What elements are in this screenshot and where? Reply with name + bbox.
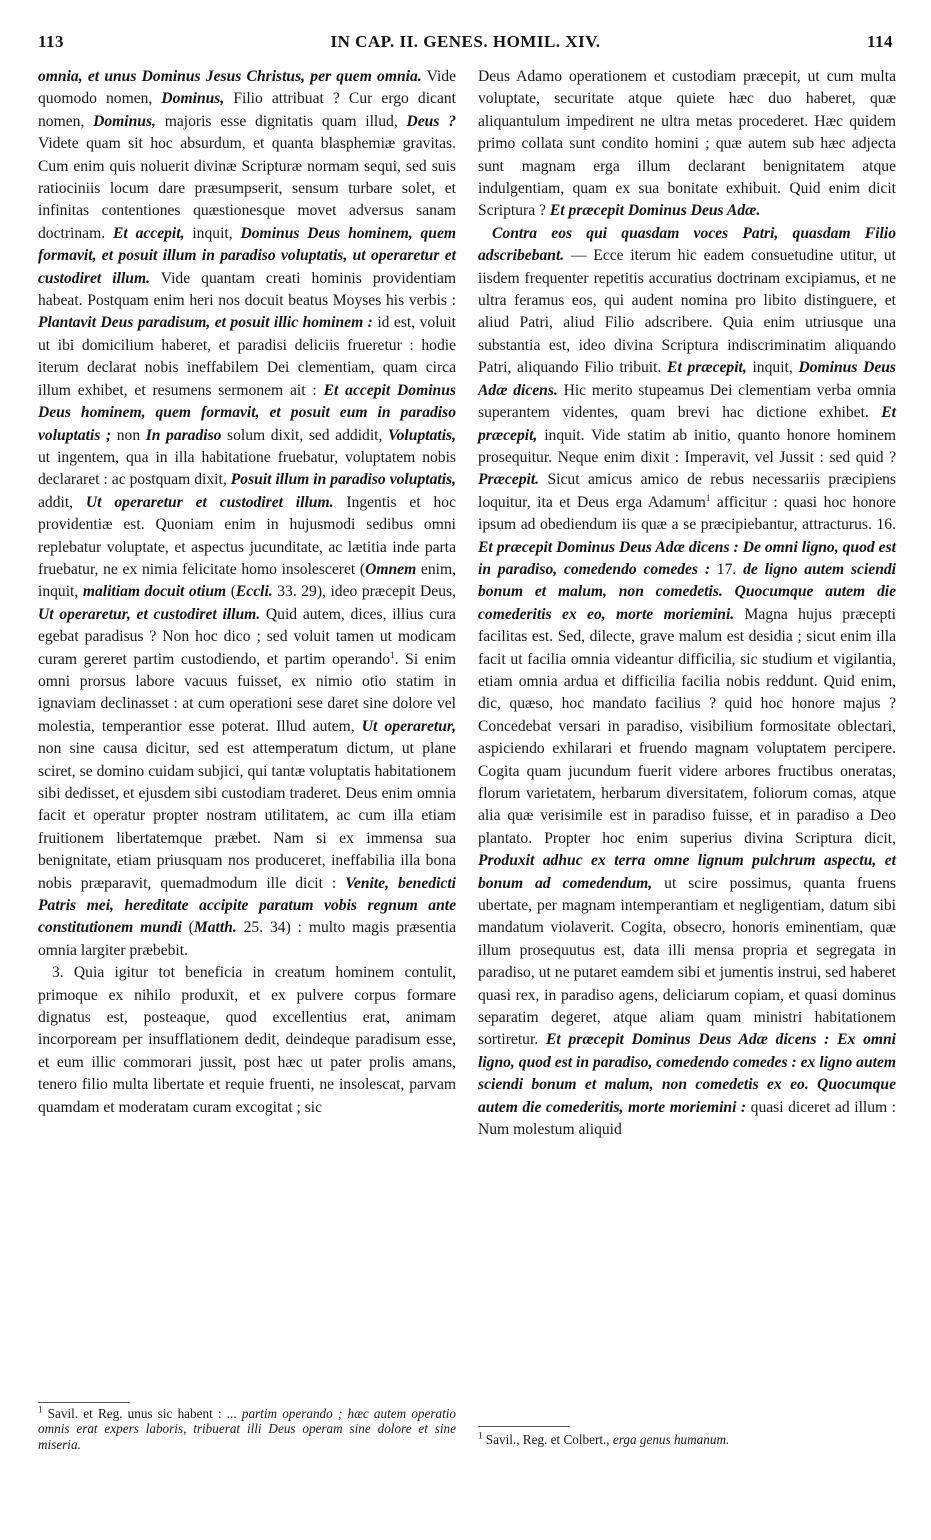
italic-text-run: Deus ?	[406, 112, 456, 130]
text-run: Savil. et Reg. unus sic habent : ...	[42, 1406, 242, 1421]
right-column	[478, 66, 896, 1142]
italic-text-run: Dominus,	[161, 90, 225, 108]
text-run: Quid autem, dices, illius cura egebat paradisus ? Non hoc dico ; sed voluit tamen ut modicam curam gereret partim custodiendo, et partim operando	[38, 605, 456, 668]
left-paragraph-2	[38, 962, 456, 1119]
left-column	[38, 66, 456, 1119]
text-run: afficitur : quasi hoc honore ipsum ad obediendum iis quæ a se præcipiebantur, attracturus. 16.	[478, 493, 896, 534]
right-paragraph-1	[478, 66, 896, 223]
text-run: Ingentis et hoc providentiæ est. Quoniam enim in hujusmodi sedibus omni replebatur voluptate, et aspectus jucunditate, ac lætitia inde parta fruebatur, ne ex nimia felicitate homo insolesceret (	[38, 493, 457, 578]
italic-text-run: Et præcepit Dominus Deus Adæ.	[549, 202, 761, 220]
italic-text-run: partim operando ; hæc autem operatio omnis erat expers laboris, tribuerat illi Deus operam sine dolore et sine miseria.	[38, 1406, 457, 1452]
right-footnote-rule	[478, 1426, 570, 1427]
text-run: ut scire possimus, quanta fruens ubertate, per magnam intemperantiam et negligentiam, datum sibi mandatum violaverit. Cogita, obsecro, honoris eminentiam, quæ illum prosequutus est, data illi mensa propria et segregata in paradiso, ut ne putaret eamdem sibi et jumentis instrui, sed haberet quasi rex, in paradiso agens, deliciarum copiam, et quasi dominus separatim degeret, atque aliam quam ministri habitationem sortiretur.	[478, 874, 896, 1049]
text-run: inquit,	[184, 224, 241, 242]
left-footnote	[38, 1406, 456, 1452]
italic-text-run: de ligno autem sciendi bonum et malum, non comedetis. Quocumque autem die comederitis ex eo, morte moriemini.	[478, 560, 896, 623]
footnote-marker: 1	[390, 649, 395, 660]
footnote-marker: 1	[478, 1430, 483, 1441]
text-run: Videte quam sit hoc absurdum, et quanta blasphemiæ gravitas. Cum enim quis noluerit divinæ Scripturæ normam sequi, sed suis ratiociniis locum dare præsumpserit, sensum turbare solet, et infinitas contentiones quæstionesque movet adversus sanam doctrinam.	[38, 135, 456, 242]
text-run: inquit. Vide statim ab initio, quanto honore hominem prosequitur. Neque enim dixit : Imperavit, vel Jussit : sed quid ?	[478, 426, 896, 466]
left-footnote-rule	[38, 1402, 130, 1403]
text-run: Sicut amicus amico de rebus necessariis præcipiens loquitur, ita et Deus erga Adamum	[478, 471, 896, 511]
text-run: 25. 34) : multo magis præsentia omnia largiter præbebit.	[38, 919, 456, 959]
running-title: IN CAP. II. GENES. HOMIL. XIV.	[330, 32, 601, 51]
italic-text-run: Plantavit Deus paradisum, et posuit illic hominem :	[38, 314, 373, 332]
italic-text-run: Posuit illum in paradiso voluptatis,	[230, 471, 456, 489]
italic-text-run: Et accepit,	[112, 224, 185, 242]
text-run: Magna hujus præcepti facilitas est. Sed, dilecte, grave malum est desidia ; sicut enim illa facit ut facilia omnia videantur difficilia, sic studium et vigilantia, etiam omnia ardua et difficilia facilia nobis reddunt. Quid enim, dic, quæso, hoc mandato facilius ? quid hoc honore majus ? Concedebat versari in paradiso, visibilium formositate oblectari, aspiciendo exhilarari et fruendo magnam voluptatem percipere. Cogita quam jucundum fuerit videre arbores fructibus oneratas, florum varietatem, herbarum diversitatem, foliorum comas, atque alia quæ verisimile est in paradiso fuisse, et in paradiso a Deo plantato. Propter hoc enim superius divina Scriptura dicit,	[478, 605, 896, 847]
text-run: solum dixit, sed addidit,	[221, 426, 388, 444]
italic-text-run: In paradiso	[145, 426, 222, 444]
text-run: id est, voluit ut ibi domicilium haberet, et paradisi deliciis frueretur : hodie iterum declarat nobis ineffabilem Dei clementiam, quam circa illum exhibet, et resumens sermonem ait :	[38, 314, 457, 399]
text-run: (	[181, 919, 194, 937]
footnote-marker: 1	[38, 1404, 43, 1415]
italic-text-run: Et præcepit Dominus Deus Adæ dicens : De omni ligno, quod est in paradiso, comedendo comedes :	[478, 538, 896, 578]
italic-text-run: malitiam docuit otium	[82, 583, 227, 601]
italic-text-run: Et præcepit,	[667, 359, 747, 377]
italic-text-run: Et præcepit,	[478, 404, 896, 444]
text-run: 3. Quia igitur tot beneficia in creatum hominem contulit, primoque ex nihilo produxit, et ex pulvere corpus formare dignatus est, posteaque, quod excellentius erat, animam incorpoream per insufflationem dedit, deindeque paradisum esse, et eum illic commorari jussit, post hæc ut pater prolis amans, tenero filio multa libertate et requie fruenti, ne insolescat, parvam quamdam et moderatam curam excogitat ; sic	[38, 964, 456, 1116]
text-run: quasi diceret ad illum : Num molestum aliquid	[478, 1098, 896, 1139]
text-run: ut ingentem, qua in illa habitatione fruebatur, voluptatem nobis declararet : ac postquam dixit,	[38, 448, 456, 489]
italic-text-run: Voluptatis,	[387, 426, 457, 444]
text-run: Filio attribuat ? Cur ergo dicant nomen,	[38, 90, 456, 130]
italic-text-run: Præcepit.	[478, 471, 540, 489]
text-run: majoris esse dignitatis quam illud,	[155, 112, 407, 130]
right-page-number: 114	[866, 32, 893, 51]
text-run: addit,	[38, 493, 86, 511]
page-header	[38, 32, 893, 58]
italic-text-run: Ut operaretur, et custodiret illum.	[38, 605, 261, 623]
italic-text-run: Matth.	[193, 919, 237, 937]
italic-text-run: Omnem	[365, 560, 417, 578]
italic-text-run: Et præcepit Dominus Deus Adæ dicens : Ex omni ligno, quod est in paradiso, comedendo comedes : ex ligno autem sciendi bonum et malum, non comedetis ex eo. Quocumque autem die comederitis, morte moriemini :	[478, 1031, 896, 1116]
text-run: — Ecce iterum hic eadem consuetudine utitur, ut iisdem frequenter repetitis accuratius doctrinam excipiamus, et ne ultra feramus eos, qui audent nomina pro libito distinguere, et aliud Patri, aliud Filio adscribere. Quia enim utriusque una substantia est, ideo divina Scriptura indiscriminatim aliquando Patri, aliquando Filio tribuit.	[478, 247, 896, 377]
text-run: non	[111, 426, 146, 444]
italic-text-run: erga genus humanum.	[612, 1432, 730, 1447]
text-run: 17.	[716, 560, 737, 578]
left-paragraph-1	[38, 66, 456, 962]
italic-text-run: Ut operaretur et custodiret illum.	[85, 493, 334, 511]
text-run: (	[226, 583, 236, 601]
italic-text-run: Contra eos qui quasdam voces Patri, quasdam Filio adscribebant.	[478, 224, 896, 265]
text-run: Vide quantam creati hominis providentiam habeat. Postquam enim heri nos docuit beatus Moyses his verbis :	[38, 269, 456, 310]
text-run: Hic merito stupeamus Dei clementiam verba omnia superantem videntes, quam brevi hac dictione exhibet.	[478, 381, 897, 422]
left-page-number: 113	[38, 32, 65, 51]
footnote-marker: 1	[705, 492, 711, 503]
text-run: . Si enim omni prorsus labore vacuus fuisset, ex nimio otio statim in ignaviam declinasset : at cum operationi sese daret sine dolore vel molestia, temperantior esse poterat. Illud autem,	[38, 650, 456, 735]
italic-text-run: Dominus,	[93, 112, 156, 130]
italic-text-run: Dominus Deus hominem, quem formavit, et posuit illum in paradiso voluptatis, ut operaretur et custodiret illum.	[38, 224, 456, 287]
text-run: Deus Adamo operationem et custodiam præcepit, ut cum multa voluptate, securitate atque quiete hæc duo haberet, quæ aliquantulum impedirent ne ultra metas procederet. Hæc quidem primo collata sunt condito homini ; quæ autem sub hæc adjecta sunt magnam erga illum declarant benignitatem atque indulgentiam, quam ex sua bonitate exhibuit. Quid enim dicit Scriptura ?	[478, 68, 896, 220]
italic-text-run: Eccli.	[235, 583, 273, 601]
italic-text-run: omnia, et unus Dominus Jesus Christus, per quem omnia.	[38, 68, 422, 85]
text-run: 33. 29), ideo præcepit Deus,	[272, 583, 456, 601]
italic-text-run: Produxit adhuc ex terra omne lignum pulchrum aspectu, et bonum ad comedendum,	[478, 852, 896, 892]
italic-text-run: Dominus Deus Adæ dicens.	[478, 359, 896, 399]
italic-text-run: Venite, benedicti Patris mei, hereditate accipite paratum vobis regnum ante constitutionem mundi	[38, 874, 456, 937]
text-run: enim, inquit,	[38, 560, 456, 601]
right-paragraph-2	[478, 223, 896, 1142]
text-run: non sine causa dicitur, sed est attemperatum dictum, ut plane sciret, se domino cuidam subjici, qui tantæ voluptatis habitationem sibi dedisset, et ejusdem sibi custodiam traderet. Deus enim omnia facit et operatur propter nostram utilitatem, ac cum illa etiam fruitionem libertatemque præbet. Nam si ex immensa sua benignitate, etiam priusquam nos produceret, ineffabilia illa bona nobis præparavit, quemadmodum ille dicit :	[38, 740, 456, 892]
text-run: Vide quomodo nomen,	[38, 68, 457, 108]
text-run: Savil., Reg. et Colbert.,	[482, 1432, 613, 1447]
text-run: inquit,	[746, 359, 799, 377]
italic-text-run: Ut operaretur,	[361, 717, 456, 735]
italic-text-run: Et accepit Dominus Deus hominem, quem formavit, et posuit eum in paradiso voluptatis ;	[38, 381, 456, 444]
right-footnote	[478, 1432, 896, 1447]
